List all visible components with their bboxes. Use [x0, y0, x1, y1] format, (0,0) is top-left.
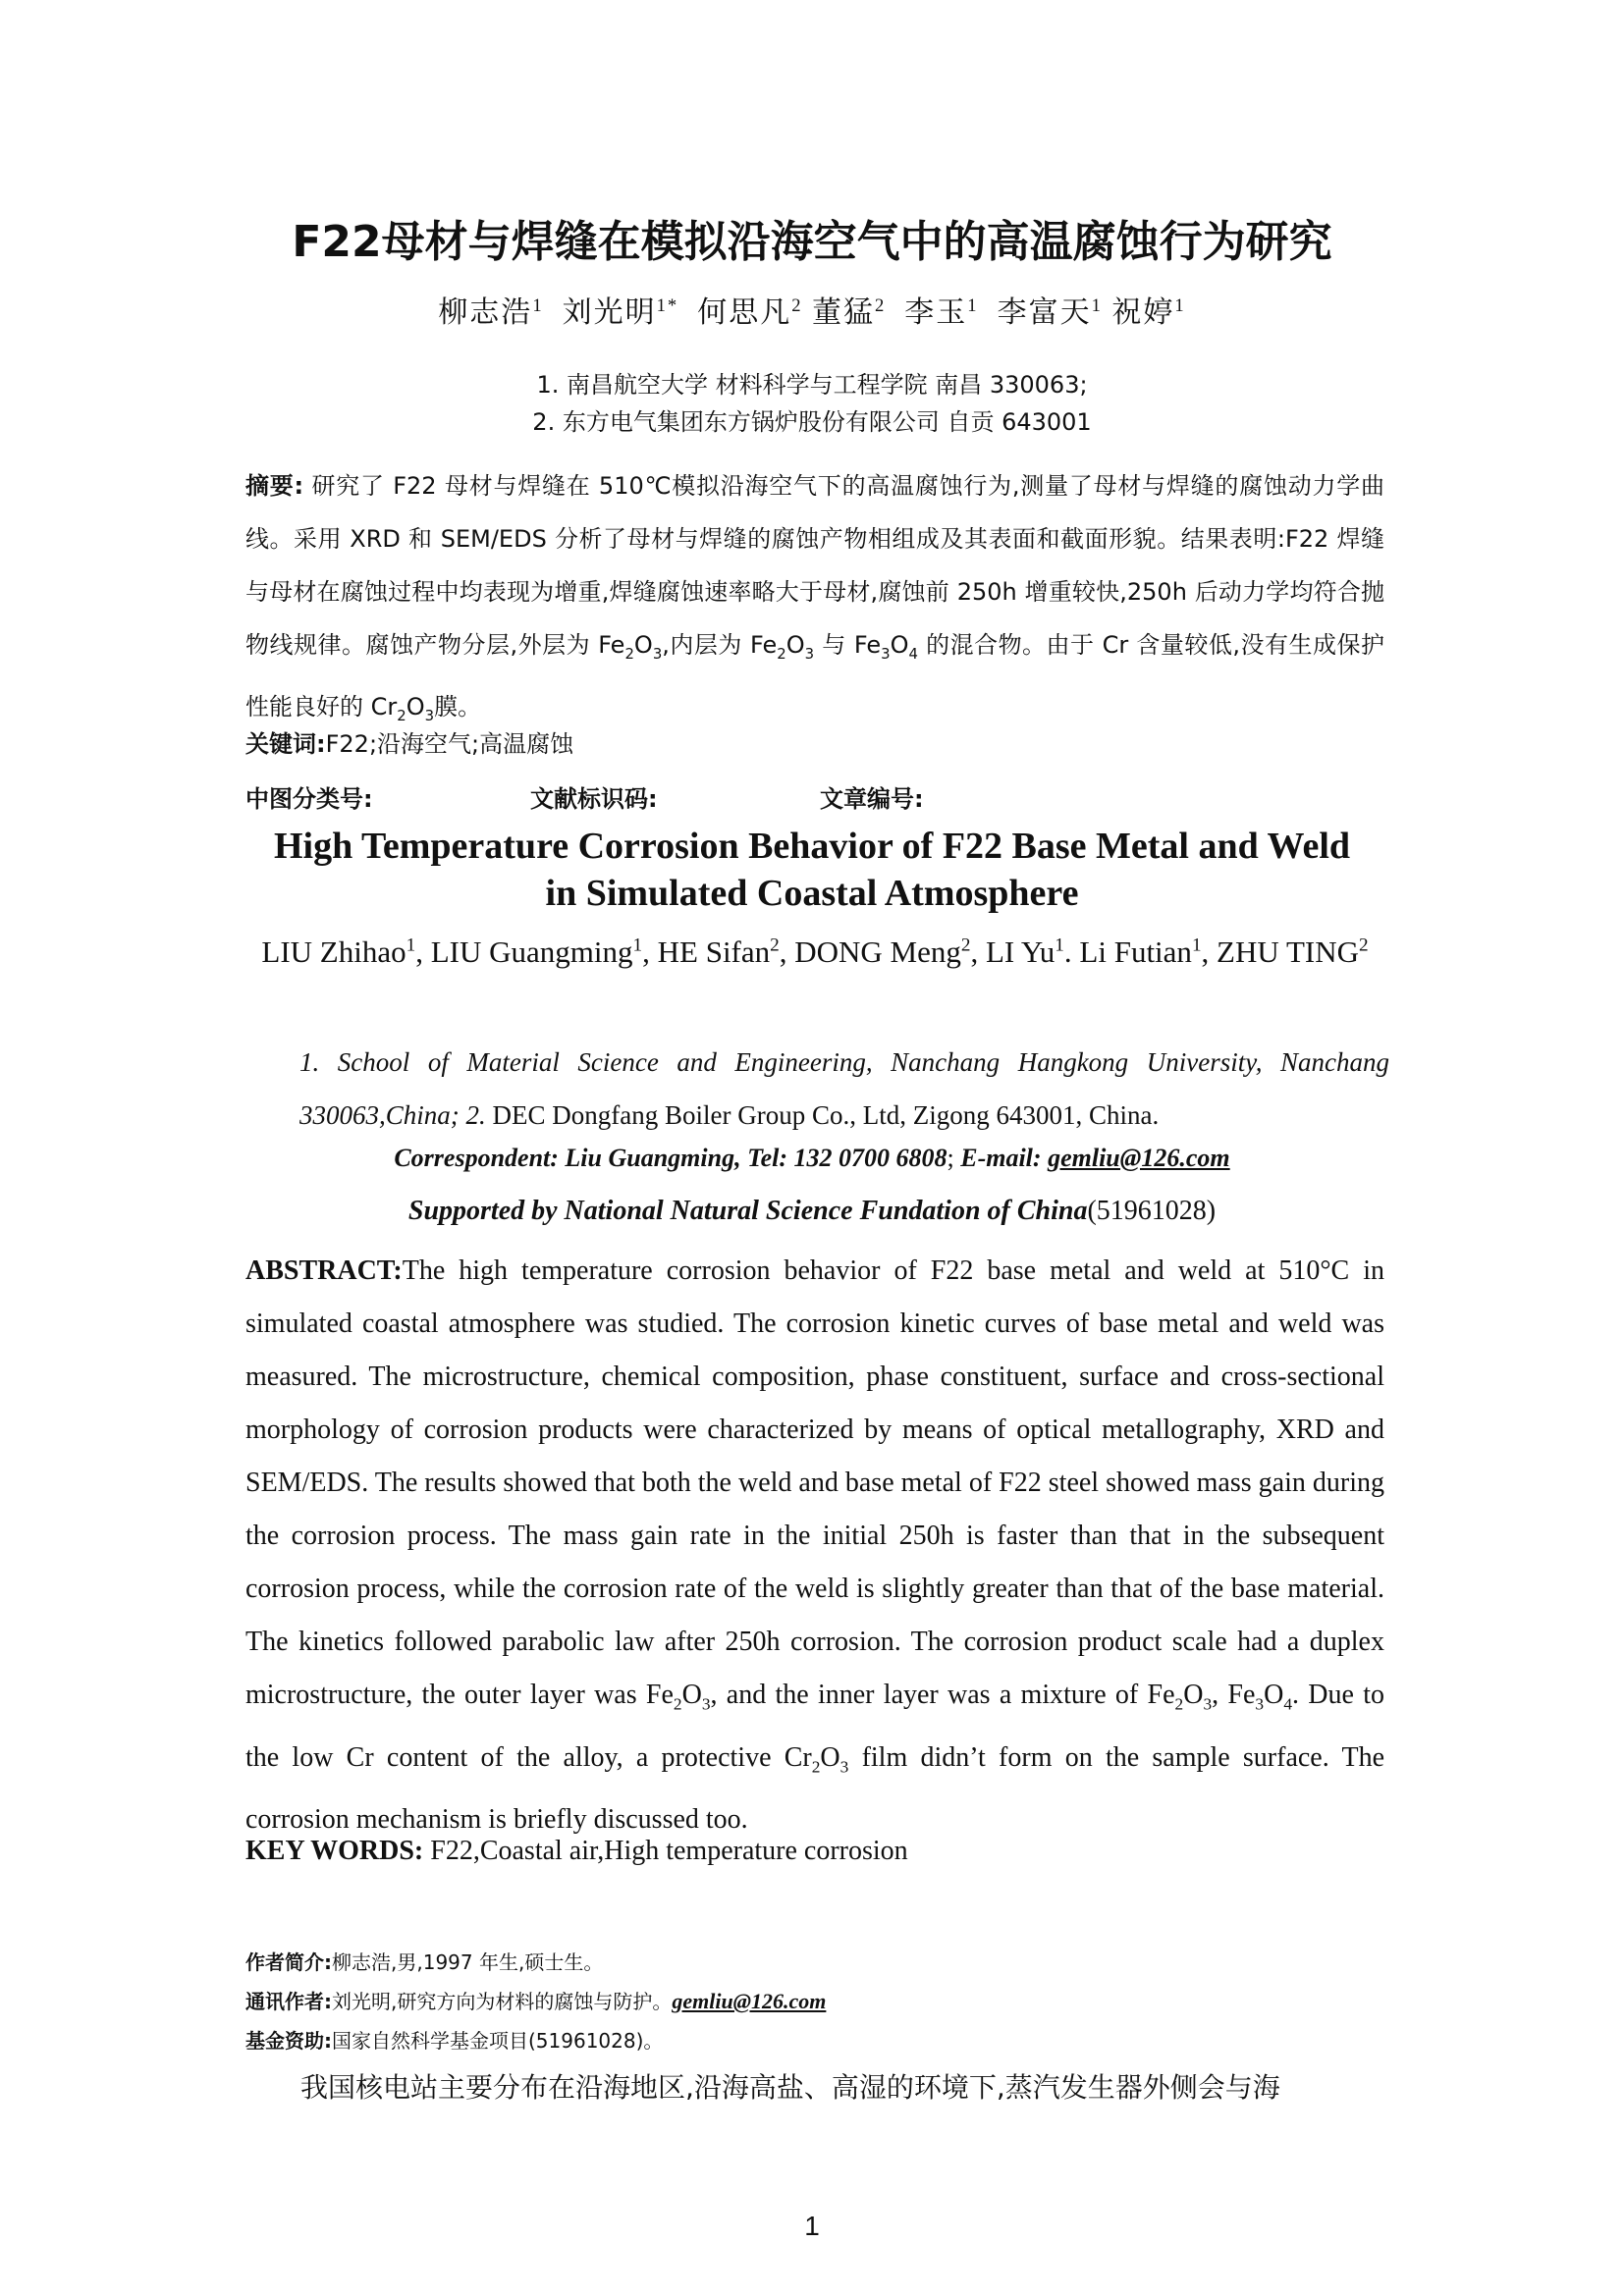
author-cn: 李玉$^1$: [904, 295, 979, 329]
grant-number: (51961028): [1087, 1196, 1217, 1226]
paper-title-cn: F22母材与焊缝在模拟沿海空气中的高温腐蚀行为研究: [292, 217, 1332, 267]
funding-note-label: 基金资助:: [245, 2029, 332, 2053]
author-cn: 柳志浩$^1$: [438, 295, 544, 329]
correspondent-separator: ;: [947, 1144, 961, 1172]
author-cn: 李富天$^1$: [997, 295, 1103, 329]
funding-note: 基金资助:国家自然科学基金项目(51961028)。: [245, 2029, 664, 2053]
author-en: DONG Meng$^2$,: [794, 934, 986, 970]
clc-number-label: 中图分类号:: [245, 785, 373, 813]
corresponding-author-label: 通讯作者:: [245, 1990, 332, 2013]
author-note-label: 作者简介:: [245, 1950, 332, 1974]
keywords-en: [245, 1836, 1384, 1867]
keywords-en-text: F22,Coastal air,High temperature corrosion: [423, 1836, 908, 1866]
affiliation-en-plain: DEC Dongfang Boiler Group Co., Ltd, Zigong 643001, China.: [485, 1100, 1160, 1130]
title-en-line-2: in Simulated Coastal Atmosphere: [545, 873, 1079, 914]
author-en: LIU Guangming$^1$,: [430, 934, 658, 970]
keywords-cn: [245, 724, 1384, 759]
author-cn: 祝婷$^1$: [1111, 295, 1186, 329]
email-link[interactable]: gemliu@126.com: [1048, 1144, 1230, 1172]
authors-en: [250, 921, 1380, 978]
affiliation-en-italic: 1. School of Material Science and Engineering, Nanchang Hangkong University, Nanchang 330063,China; 2.: [299, 1047, 1389, 1130]
corresponding-author-note: 通讯作者:刘光明,研究方向为材料的腐蚀与防护。gemliu@126.com: [245, 1989, 827, 2013]
author-en: LIU Zhihao$^1$,: [261, 934, 431, 970]
keywords-cn-text: F22;沿海空气;高温腐蚀: [325, 730, 574, 758]
author-cn: 何思凡$^2$: [697, 295, 803, 329]
keywords-en-label: KEY WORDS:: [245, 1836, 424, 1866]
correspondent-info: Correspondent: Liu Guangming, Tel: 132 0700 6808: [394, 1144, 947, 1172]
body-paragraph: 我国核电站主要分布在沿海地区,沿海高盐、高湿的环境下,蒸汽发生器外侧会与海: [300, 2071, 1280, 2104]
funding-line: [0, 1196, 1624, 1227]
author-en: Li Futian$^1$,: [1079, 934, 1218, 970]
article-id-label: 文章编号:: [820, 785, 924, 813]
author-en: ZHU TING$^2$: [1217, 934, 1369, 970]
author-en: LI Yu$^1$.: [985, 934, 1080, 970]
abstract-cn-label: 摘要:: [245, 472, 304, 500]
funding-text: Supported by National Natural Science Fundation of China: [407, 1196, 1088, 1226]
author-note: 作者简介:柳志浩,男,1997 年生,硕士生。: [245, 1950, 604, 1974]
correspondent-line: [0, 1144, 1624, 1173]
affiliation-cn-1: 1. 南昌航空大学 材料科学与工程学院 南昌 330063;: [536, 371, 1088, 399]
title-en-line-1: High Temperature Corrosion Behavior of F22 Base Metal and Weld: [273, 826, 1351, 867]
abstract-cn: 摘要: 研究了 F22 母材与焊缝在 510℃模拟沿海空气下的高温腐蚀行为,测量了母材与焊缝的腐蚀动力学曲线。采用 XRD 和 SEM/EDS 分析了母材与焊缝的腐蚀产物相组成及其表面和截面形貌。结果表明:F22 焊缝与母材在腐蚀过程中均表现为增重,焊缝腐蚀速率略大于母材,腐蚀前 250h 增重较快,250h 后动力学均符合抛物线规律。腐蚀产物分层,外层为 $Fe_2O_3$,内层为 $Fe_2O_3$ 与 $Fe_3O_4$ 的混合物。由于 Cr 含量较低,没有生成保护性能良好的 $Cr_2O_3$膜。: [245, 472, 1385, 724]
affiliation-en: [299, 1036, 1389, 1142]
corresponding-email-link[interactable]: gemliu@126.com: [672, 1989, 827, 2013]
email-label: E-mail:: [960, 1144, 1049, 1172]
author-cn: 刘光明$^{1*}$: [562, 295, 679, 329]
abstract-en-label: ABSTRACT:: [245, 1255, 403, 1286]
author-en: HE Sifan$^2$,: [657, 934, 795, 970]
paper-title-en: [0, 823, 1624, 917]
page-number: 1: [804, 2211, 820, 2241]
author-cn: 董猛$^2$: [812, 295, 887, 329]
affiliation-cn-2: 2. 东方电气集团东方锅炉股份有限公司 自贡 643001: [532, 408, 1092, 436]
document-code-label: 文献标识码:: [530, 785, 658, 813]
keywords-cn-label: 关键词:: [245, 730, 326, 758]
authors-cn: [0, 288, 1624, 331]
abstract-en: ABSTRACT:The high temperature corrosion behavior of F22 base metal and weld at 510°C in simulated coastal atmosphere was studied. The corrosion kinetic curves of base metal and weld was measured. The microstructure, chemical composition, phase constituent, surface and cross-sectional morphology of corrosion products were characterized by means of optical metallography, XRD and SEM/EDS. The results showed that both the weld and base metal of F22 steel showed mass gain during the corrosion process. The mass gain rate in the initial 250h is faster than that in the subsequent corrosion process, while the corrosion rate of the weld is slightly greater than that of the base material. The kinetics followed parabolic law after 250h corrosion. The corrosion product scale had a duplex microstructure, the outer layer was $Fe_2O_3$, and the inner layer was a mixture of $Fe_2O_3$, $Fe_3O_4$. Due to the low Cr content of the alloy, a protective $Cr_2O_3$ film didn’t form on the sample surface. The corrosion mechanism is briefly discussed too.: [245, 1255, 1385, 1836]
